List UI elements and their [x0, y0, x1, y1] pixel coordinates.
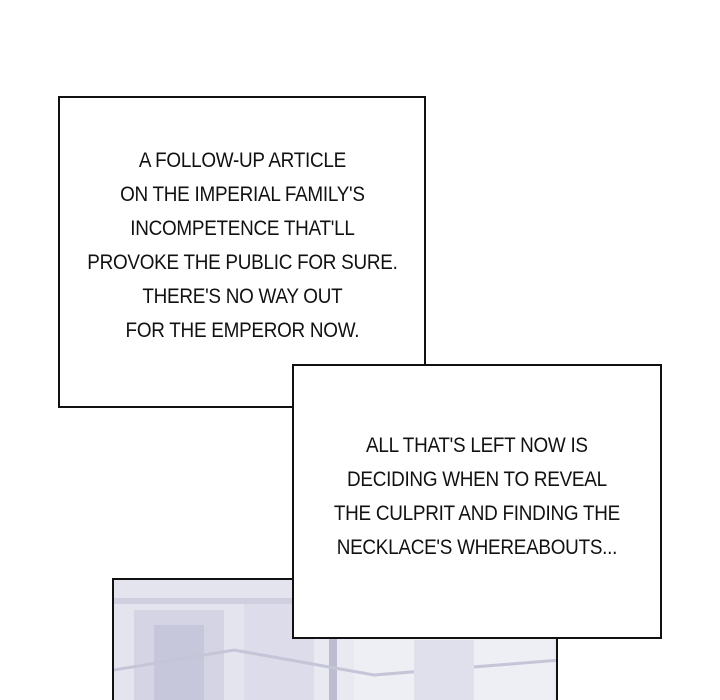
caption-box-2 — [292, 364, 662, 639]
caption-1-text — [70, 144, 415, 348]
caption-box-1 — [58, 96, 426, 408]
caption-line: DECIDING WHEN TO REVEAL — [347, 467, 607, 491]
caption-line: THE CULPRIT AND FINDING THE — [333, 501, 621, 525]
caption-line: ON THE IMPERIAL FAMILY'S — [119, 183, 365, 206]
caption-line: THERE'S NO WAY OUT — [141, 285, 342, 308]
caption-2-text — [318, 429, 636, 565]
caption-line: PROVOKE THE PUBLIC FOR SURE. — [86, 251, 398, 274]
caption-line: NECKLACE'S WHEREABOUTS... — [336, 535, 618, 559]
caption-line: ALL THAT'S LEFT NOW IS — [366, 433, 588, 457]
caption-line: A FOLLOW-UP ARTICLE — [138, 149, 346, 172]
caption-line: FOR THE EMPEROR NOW. — [125, 319, 359, 342]
caption-line: INCOMPETENCE THAT'LL — [129, 217, 355, 240]
